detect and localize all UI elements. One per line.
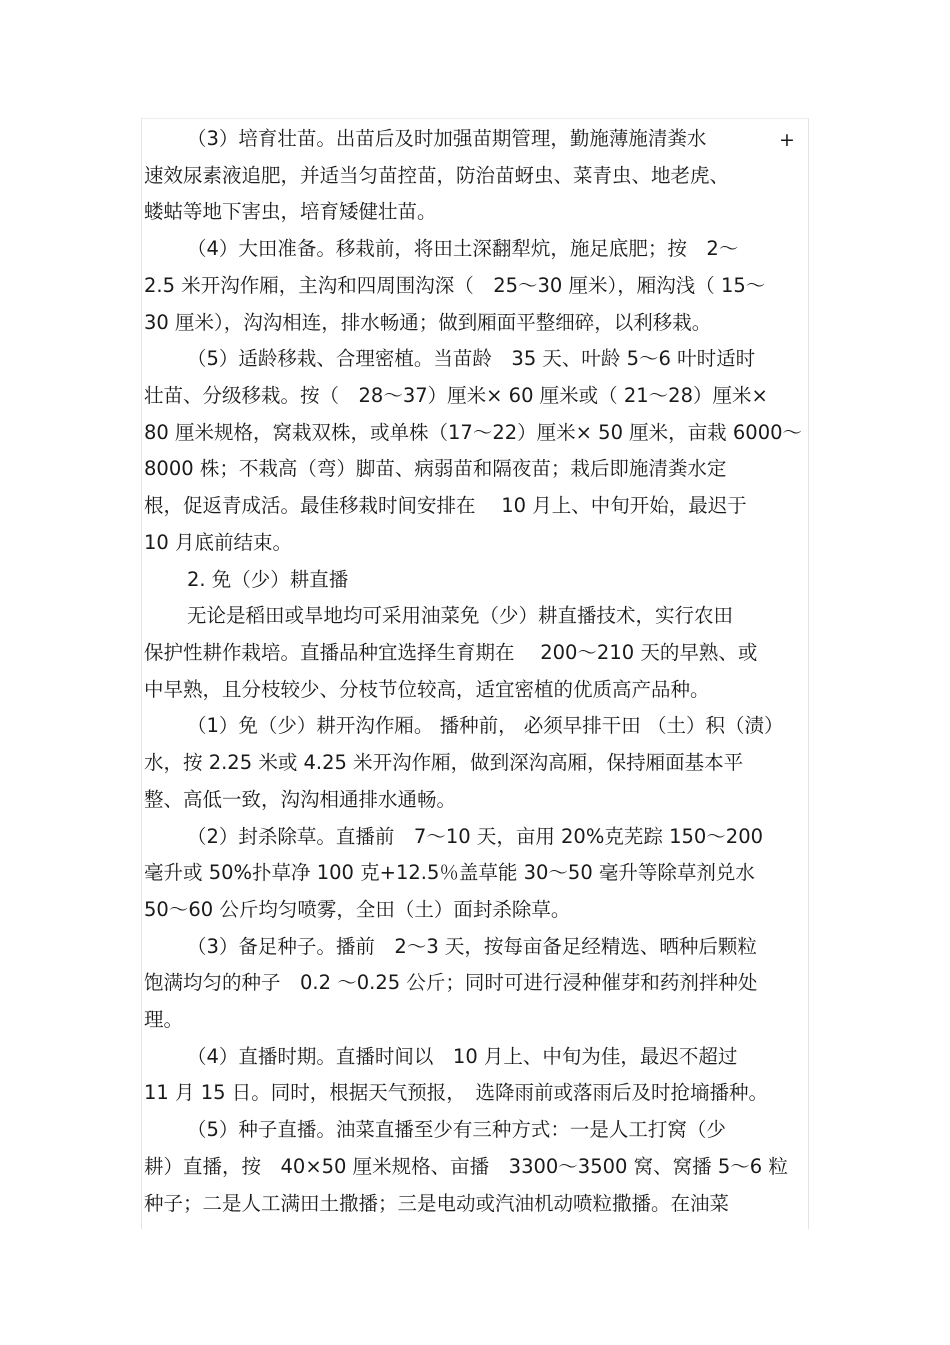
- text-line: 保护性耕作栽培。直播品种宜选择生育期在 200～210 天的早熟、或: [144, 641, 758, 664]
- text-line: （4）直播时期。直播时间以 10 月上、中旬为佳，最迟不超过: [187, 1045, 738, 1068]
- text-line: （3）备足种子。播前 2～3 天，按每亩备足经精选、晒种后颗粒: [187, 935, 757, 958]
- text-line: （1）免（少）耕开沟作厢。 播种前， 必须早排干田 （土）积（渍）: [187, 714, 784, 737]
- text-line: （5）种子直播。油菜直播至少有三种方式：一是人工打窝（少: [187, 1118, 726, 1141]
- text-line: 10 月底前结束。: [144, 531, 293, 554]
- text-line: 壮苗、分级移栽。按（ 28～37）厘米× 60 厘米或（ 21～28）厘米×: [144, 384, 768, 407]
- text-line: 30 厘米），沟沟相连，排水畅通；做到厢面平整细碎，以利移栽。: [144, 311, 712, 334]
- text-line: 整、高低一致，沟沟相通排水通畅。: [144, 788, 457, 811]
- text-line: 8000 株；不栽高（弯）脚苗、病弱苗和隔夜苗；栽后即施清粪水定: [144, 457, 727, 480]
- text-line: 中早熟，且分枝较少、分枝节位较高，适宜密植的优质高产品种。: [144, 678, 710, 701]
- section-heading: 2. 免（少）耕直播: [187, 568, 349, 591]
- text-line: 11 月 15 日。同时，根据天气预报， 选降雨前或落雨后及时抢墒播种。: [144, 1081, 768, 1104]
- text-line: 种子；二是人工满田土撒播；三是电动或汽油机动喷粒撒播。在油菜: [144, 1192, 730, 1215]
- text-line: （4）大田准备。移栽前，将田土深翻犁炕，施足底肥；按 2～: [187, 237, 739, 260]
- text-line: 蝼蛄等地下害虫，培育矮健壮苗。: [144, 200, 437, 223]
- text-line: 速效尿素液追肥，并适当匀苗控苗，防治苗蚜虫、菜青虫、地老虎、: [144, 164, 730, 187]
- text-line: 水，按 2.25 米或 4.25 米开沟作厢，做到深沟高厢，保持厢面基本平: [144, 751, 744, 774]
- text-line: 根，促返青成活。最佳移栽时间安排在 10 月上、中旬开始，最迟于: [144, 494, 747, 517]
- text-line: 50～60 公斤均匀喷雾，全田（土）面封杀除草。: [144, 898, 571, 921]
- text-line: 饱满均匀的种子 0.2 ～0.25 公斤；同时可进行浸种催芽和药剂拌种处: [144, 971, 758, 994]
- text-line: （2）封杀除草。直播前 7～10 天，亩用 20%克芜踪 150～200: [187, 825, 764, 848]
- text-line: （5）适龄移栽、合理密植。当苗龄 35 天、叶龄 5～6 叶时适时: [187, 347, 756, 370]
- text-line: 80 厘米规格，窝栽双株，或单株（17～22）厘米× 50 厘米，亩栽 6000～: [144, 421, 803, 444]
- text-line: 2.5 米开沟作厢，主沟和四周围沟深（ 25～30 厘米），厢沟浅（ 15～: [144, 274, 766, 297]
- text-line: 理。: [144, 1008, 184, 1031]
- text-line: 无论是稻田或旱地均可采用油菜免（少）耕直播技术，实行农田: [187, 604, 734, 627]
- text-line: 毫升或 50%扑草净 100 克+12.5％盖草能 30～50 毫升等除草剂兑水: [144, 861, 755, 884]
- text-line: （3）培育壮苗。出苗后及时加强苗期管理，勤施薄施清粪水: [187, 127, 707, 150]
- plus-mark: +: [779, 129, 795, 151]
- text-line: 耕）直播，按 40×50 厘米规格、亩播 3300～3500 窝、窝播 5～6 粒: [144, 1155, 788, 1178]
